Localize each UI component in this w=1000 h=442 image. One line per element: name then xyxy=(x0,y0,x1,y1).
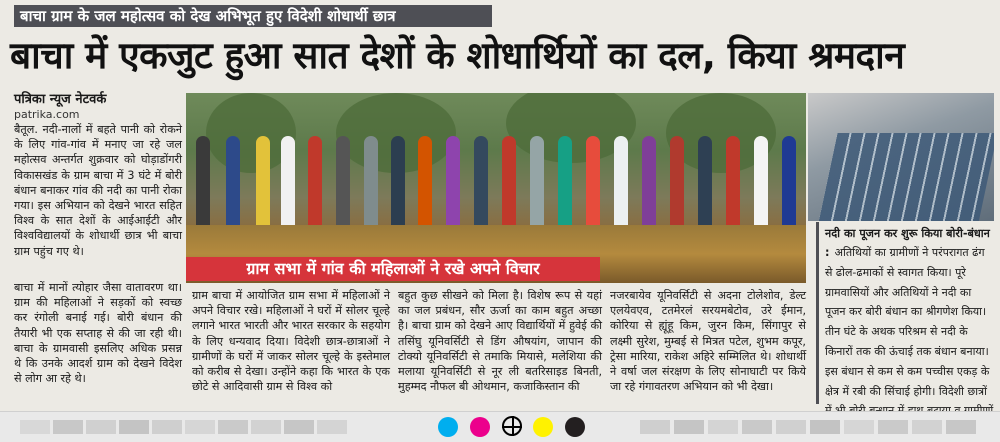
photo-person xyxy=(558,136,572,231)
grey-swatch xyxy=(20,420,50,434)
grey-swatch xyxy=(317,420,347,434)
photo-person xyxy=(530,136,544,231)
photo-person xyxy=(391,136,405,231)
byline-site: patrika.com xyxy=(14,108,80,121)
magenta-dot xyxy=(470,417,490,437)
sidebar-box xyxy=(816,222,994,404)
grey-swatch xyxy=(708,420,738,434)
grey-swatch xyxy=(776,420,806,434)
grey-swatch xyxy=(218,420,248,434)
grey-swatch xyxy=(284,420,314,434)
cyan-dot xyxy=(438,417,458,437)
photo-person xyxy=(364,136,378,231)
photo-person xyxy=(502,136,516,231)
photo-person xyxy=(642,136,656,231)
photo-person xyxy=(418,136,432,231)
article-column-1: बैतूल. नदी-नालों में बहते पानी को रोकने के लिए गांव-गांव में मनाए जा रहे जल महोत्सव अन्तर्गत शुक्रवार को घोड़ाडोंगरी विकासखंड के ग्राम बाचा में 3 घंटे में बोरी बंधान बनाकर गांव की नदी का पानी रोका गया। इस अभियान को देखने भारत सहित विश्व के सात देशों के आईआईटी और विश्वविद्यालयों के शोधार्थी छात्र भी बाचा ग्राम पहुंच गए थे। xyxy=(14,123,182,258)
grey-scale-strip xyxy=(640,420,980,434)
solar-panel-photo xyxy=(808,93,994,221)
photo-person xyxy=(281,136,295,231)
photo-person xyxy=(474,136,488,231)
main-news-photo xyxy=(186,93,806,283)
article-column-3: बहुत कुछ सीखने को मिला है। विशेष रूप से यहां का जल प्रबंधन, सौर ऊर्जा का काम बहुत अच्छा है। बाचा ग्राम को देखने आए विद्यार्थियों में हुवेई की तसिंघु यूनिवर्सिटी से डिंग औषयांग, जापान की टोक्यो यूनिवर्सिटी से तमाकि मियासे, मलेशिया की मलाया यूनिवर्सिटी से नूर ली बतरिसाइड बिनती, मुहम्मद नौफल बी ओथमान, कजाकिस्तान की xyxy=(398,289,602,394)
grey-swatch xyxy=(878,420,908,434)
photo-person xyxy=(698,136,712,231)
photo-person xyxy=(586,136,600,231)
grey-swatch xyxy=(674,420,704,434)
article-column-2: ग्राम बाचा में आयोजित ग्राम सभा में महिलाओं ने अपने विचार रखे। महिलाओं ने घरों में सोलर चूल्हे लगाने भारत भारती और भारत सरकार के सहयोग के लिए धन्यवाद दिया। विदेशी छात्र-छात्राओं ने ग्रामीणों के घरों में जाकर सोलर चूल्हे के इस्तेमाल को करीब से देखा। उन्होंने कहा कि भारत के एक छोटे से आदिवासी ग्राम से विश्व को xyxy=(192,289,390,394)
photo-person xyxy=(196,136,210,231)
article-column-1-continued: बाचा में मानों त्योहार जैसा वातावरण था। ग्राम की महिलाओं ने सड़कों को स्वच्छ कर रंगोली बनाई गई। बोरी बंधान की तैयारी भी एक सप्ताह से की जा रही थी। बाचा के ग्रामवासी इसलिए अधिक प्रसन्न थे कि उनके आदर्श ग्राम को देखने विदेश से लोग आ रहे थे। xyxy=(14,281,182,386)
byline xyxy=(14,92,184,122)
photo-person xyxy=(782,136,796,231)
solar-panel xyxy=(818,133,994,221)
grey-swatch xyxy=(251,420,281,434)
grey-swatch xyxy=(640,420,670,434)
article-column-4: नजरबायेव यूनिवर्सिटी से अदना टोलेशोव, डेल्ट एलयेवएव, टतमेरलं सरयमबेटोव, उरे ईमान, कोरिया से ह्यूंहू किम, जुरन किम, सिंगापुर से लक्ष्मी सुरेश, मुम्बई से मित्रत पटेल, शुभम कपूर, ट्रेसा मारिया, राकेश अहिरे सम्मिलित थे। शोधार्थी ने वर्षा जल संरक्षण के लिए सोनाघाटी पर किये जा रहे गंगावतरण अभियान को भी देखा। xyxy=(610,289,806,394)
photo-person xyxy=(226,136,240,231)
sidebar-title: नदी का पूजन कर शुरू किया बोरी-बंधान : xyxy=(825,227,990,259)
grey-swatch xyxy=(844,420,874,434)
photo-caption-banner: ग्राम सभा में गांव की महिलाओं ने रखे अपने विचार xyxy=(186,257,600,281)
registration-mark-icon xyxy=(502,416,522,436)
kicker-strap: बाचा ग्राम के जल महोत्सव को देख अभिभूत हुए विदेशी शोधार्थी छात्र xyxy=(14,5,492,27)
grey-swatch xyxy=(152,420,182,434)
grey-swatch xyxy=(53,420,83,434)
headline: बाचा में एकजुट हुआ सात देशों के शोधार्थियों का दल, किया श्रमदान xyxy=(10,34,905,77)
grey-swatch xyxy=(946,420,976,434)
photo-person xyxy=(670,136,684,231)
grey-swatch xyxy=(912,420,942,434)
photo-person xyxy=(726,136,740,231)
grey-swatch xyxy=(185,420,215,434)
print-registration-bar xyxy=(0,411,1000,442)
photo-person xyxy=(256,136,270,231)
sidebar-body: अतिथियों का ग्रामीणों ने परंपरागत ढंग से ढोल-ढमाकों से स्वागत किया। पूरे ग्रामवासियों और अतिथियों ने नदी का पूजन कर बोरी बंधान का श्रीगणेश किया। तीन घंटे के अथक परिश्रम से नदी के किनारों तक की ऊंचाई तक बंधान बनाया। इस बंधान से कम से कम पच्चीस एकड़ के क्षेत्र में रबी की सिंचाई होगी। विदेशी छात्रों xyxy=(825,246,990,398)
black-dot xyxy=(565,417,585,437)
photo-person xyxy=(308,136,322,231)
photo-person xyxy=(336,136,350,231)
grey-swatch xyxy=(119,420,149,434)
photo-person xyxy=(754,136,768,231)
grey-swatch xyxy=(810,420,840,434)
grey-swatch xyxy=(86,420,116,434)
photo-person xyxy=(614,136,628,231)
grey-swatch xyxy=(742,420,772,434)
grey-scale-strip xyxy=(20,420,350,434)
photo-person xyxy=(446,136,460,231)
yellow-dot xyxy=(533,417,553,437)
byline-name: पत्रिका न्यूज नेटवर्क xyxy=(14,92,107,107)
